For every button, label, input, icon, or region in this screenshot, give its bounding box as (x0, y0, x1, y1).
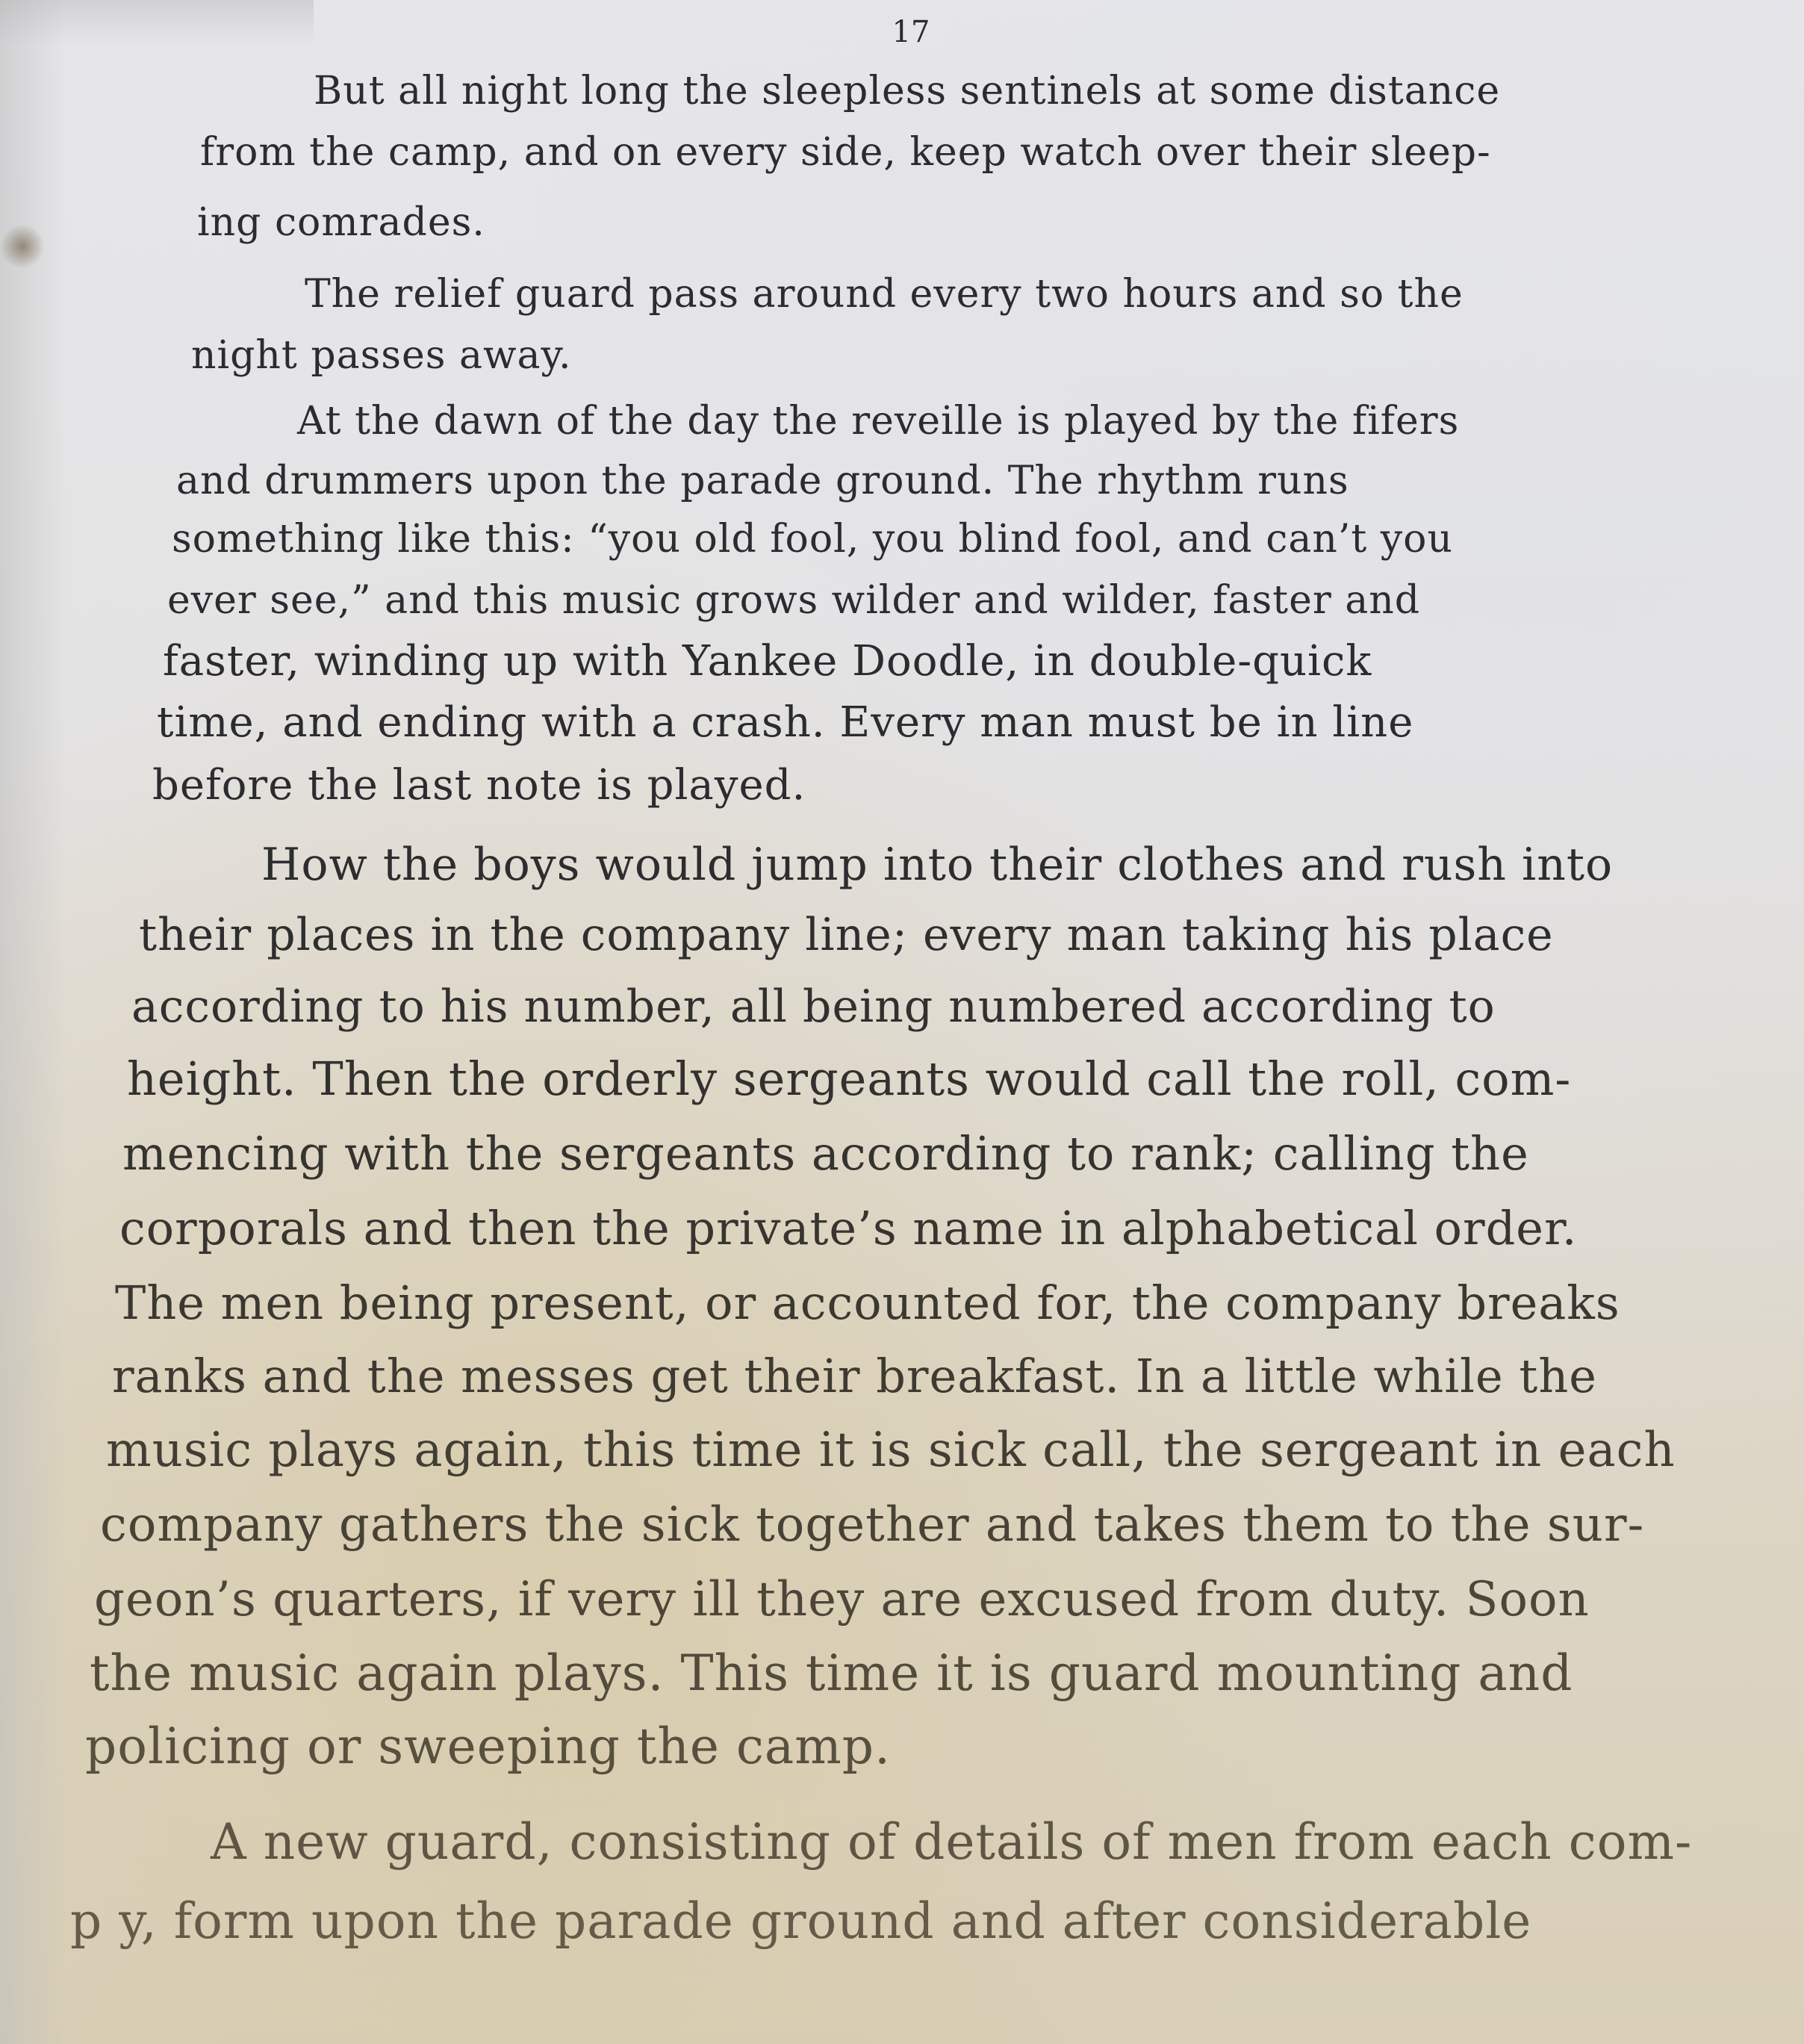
text-line: corporals and then the private’s name in alphabetical order. (119, 1201, 1578, 1255)
text-line: time, and ending with a crash. Every man must be in line (157, 698, 1414, 747)
text-line: The relief guard pass around every two hours and so the (305, 272, 1464, 317)
text-line: mencing with the sergeants according to rank; calling the (122, 1126, 1529, 1181)
text-line: policing or sweeping the camp. (85, 1718, 892, 1775)
page-number: 17 (892, 15, 930, 49)
text-line: according to his number, all being numbered according to (131, 981, 1496, 1033)
text-line: ing comrades. (197, 200, 485, 245)
text-line: something like this: “you old fool, you blind fool, and can’t you (172, 517, 1453, 562)
text-line: from the camp, and on every side, keep watch over their sleep- (200, 130, 1491, 175)
text-line: ranks and the messes get their breakfast. In a little while the (112, 1349, 1597, 1403)
text-line: night passes away. (191, 333, 572, 378)
text-line: geon’s quarters, if very ill they are excused from duty. Soon (94, 1572, 1590, 1627)
text-line: The men being present, or accounted for, the company breaks (115, 1276, 1620, 1330)
text-line: company gathers the sick together and takes them to the sur- (100, 1497, 1645, 1553)
text-line: A new guard, consisting of details of men from each com- (211, 1813, 1693, 1871)
text-line: How the boys would jump into their clothes and rush into (261, 839, 1614, 891)
text-line: But all night long the sleepless sentinels at some distance (314, 69, 1501, 114)
text-line: ever see,” and this music grows wilder and wilder, faster and (167, 578, 1421, 623)
text-line: faster, winding up with Yankee Doodle, in double-quick (163, 637, 1372, 686)
text-line: height. Then the orderly sergeants would call the roll, com- (127, 1051, 1572, 1106)
text-line: p y, form upon the parade ground and after considerable (70, 1892, 1532, 1950)
text-line: At the dawn of the day the reveille is played by the fifers (297, 399, 1460, 444)
text-line: before the last note is played. (152, 761, 806, 810)
text-line: music plays again, this time it is sick call, the sergeant in each (106, 1423, 1676, 1478)
text-line: their places in the company line; every man taking his place (139, 909, 1554, 961)
text-line: the music again plays. This time it is guard mounting and (90, 1644, 1573, 1702)
text-line: and drummers upon the parade ground. The rhythm runs (176, 459, 1349, 503)
